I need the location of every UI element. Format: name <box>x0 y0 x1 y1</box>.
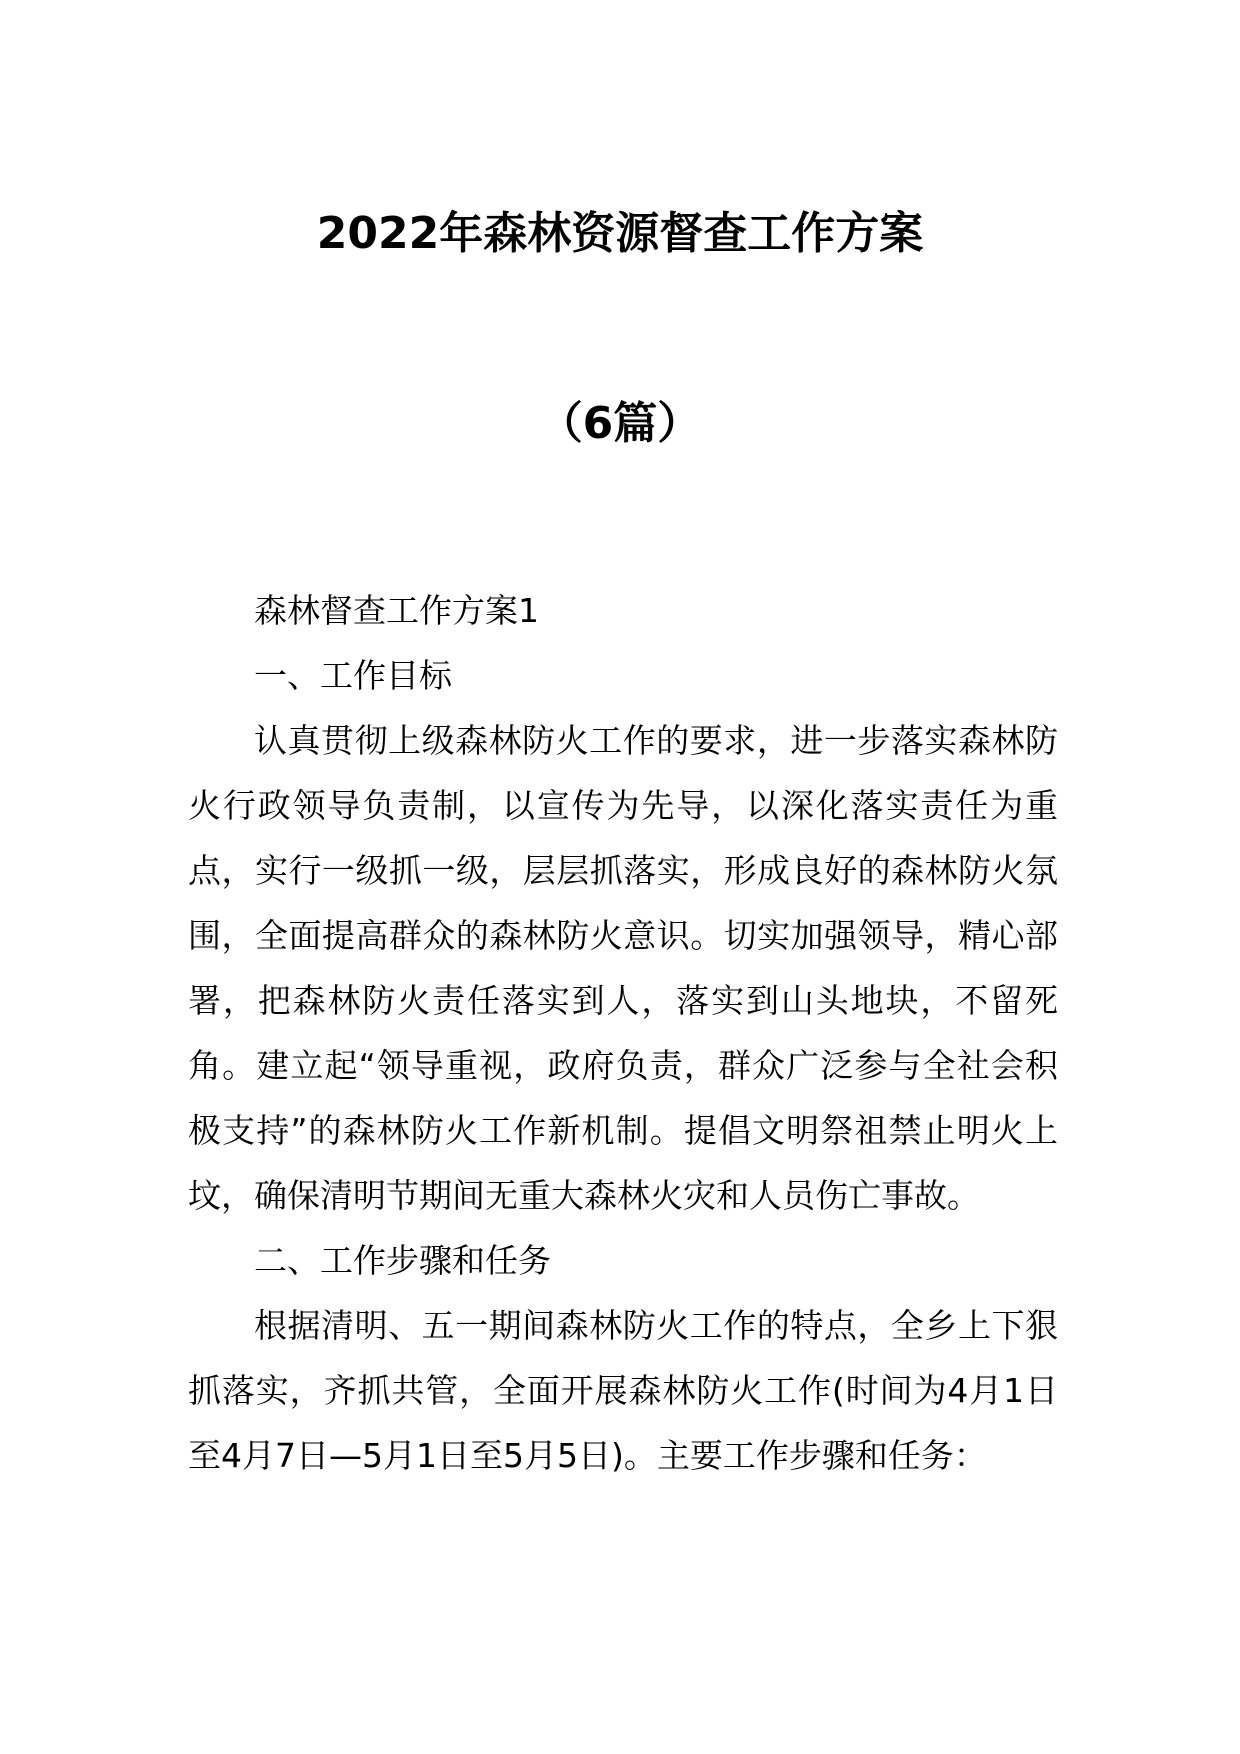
section-heading: 一、工作目标 <box>254 656 452 695</box>
document-body <box>188 578 1058 1488</box>
document-subtitle: （6篇） <box>538 398 702 449</box>
body-paragraph: 根据清明、五一期间森林防火工作的特点，全乡上下狠抓落实，齐抓共管，全面开展森林防火工作(时间为4月1日至4月7日—5月1日至5月5日)。主要工作步骤和任务： <box>188 1306 1058 1475</box>
section-heading: 森林督查工作方案1 <box>254 591 539 630</box>
section-heading: 二、工作步骤和任务 <box>254 1241 551 1280</box>
body-paragraph: 认真贯彻上级森林防火工作的要求，进一步落实森林防火行政领导负责制，以宣传为先导，以深化落实责任为重点，实行一级抓一级，层层抓落实，形成良好的森林防火氛围，全面提高群众的森林防火意识。切实加强领导，精心部署，把森林防火责任落实到人，落实到山头地块，不留死角。建立起“领导重视，政府负责，群众广泛参与全社会积极支持”的森林防火工作新机制。提倡文明祭祖禁止明火上坟，确保清明节期间无重大森林火灾和人员伤亡事故。 <box>188 721 1058 1215</box>
document-title: 2022年森林资源督查工作方案 <box>316 208 924 259</box>
